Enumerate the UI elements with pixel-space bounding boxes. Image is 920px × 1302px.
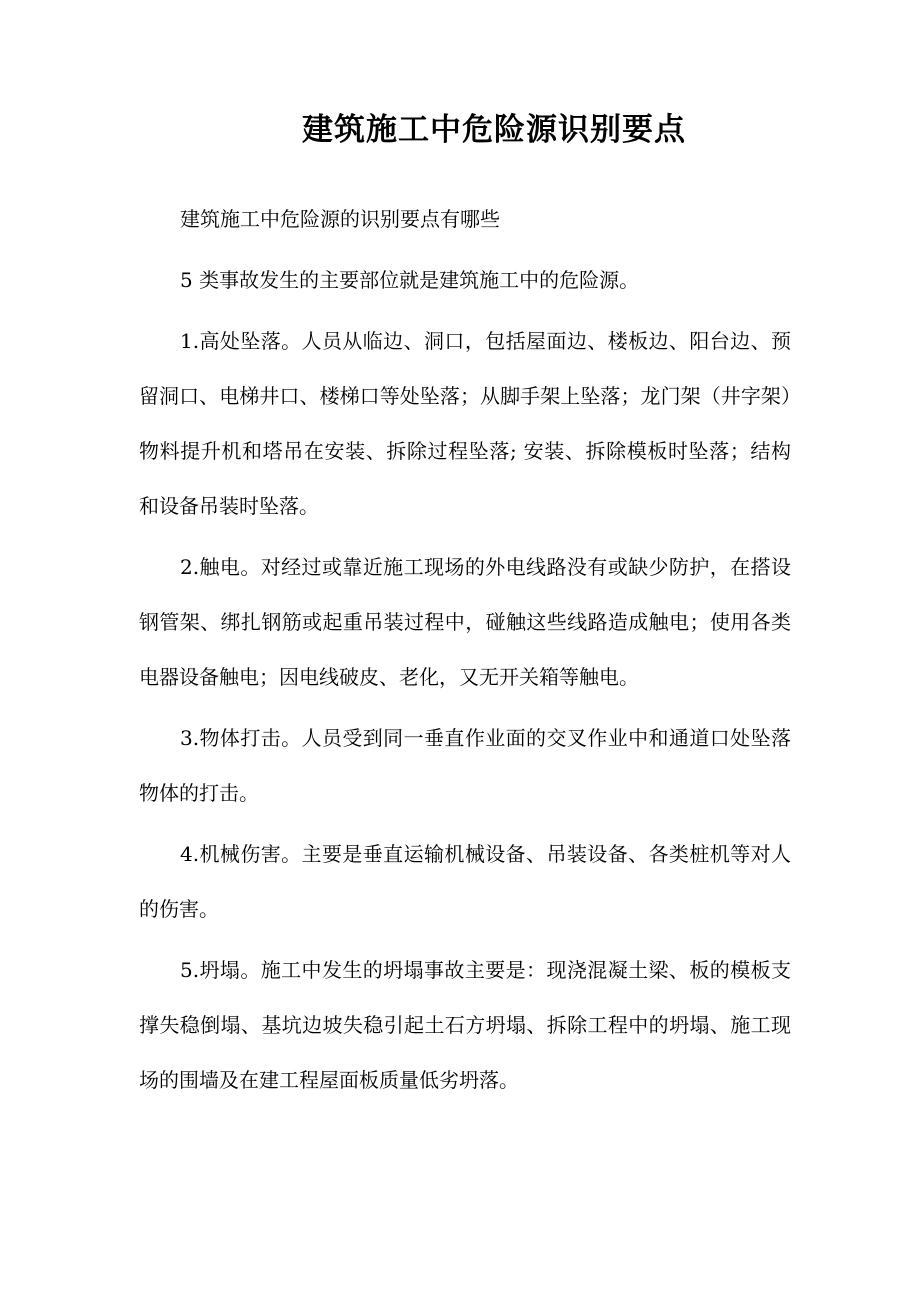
paragraph-object-strike: 3.物体打击。人员受到同一垂直作业面的交叉作业中和通道口处坠落物体的打击。: [139, 726, 791, 805]
paragraph-collapse: 5.坍塌。施工中发生的坍塌事故主要是：现浇混凝土梁、板的模板支撑失稳倒塌、基坑边坡失稳引起土石方坍塌、拆除工程中的坍塌、施工现场的围墙及在建工程屋面板质量低劣坍落。: [139, 958, 791, 1092]
paragraph-intro-question: 建筑施工中危险源的识别要点有哪些: [180, 207, 500, 231]
paragraph-electric-shock: 2.触电。对经过或靠近施工现场的外电线路没有或缺少防护，在搭设钢管架、绑扎钢筋或起重吊装过程中，碰触这些线路造成触电；使用各类电器设备触电；因电线破皮、老化，又无开关箱等触电。: [139, 555, 791, 689]
paragraph-falling-from-height: 1.高处坠落。人员从临边、洞口，包括屋面边、楼板边、阳台边、预留洞口、电梯井口、楼梯口等处坠落；从脚手架上坠落；龙门架（井字架）物料提升机和塔吊在安装、拆除过程坠落; 安装、拆除模板时坠落；结构和设备吊装时坠落。: [139, 329, 791, 518]
document-title: 建筑施工中危险源识别要点: [302, 112, 686, 148]
paragraph-mechanical-injury: 4.机械伤害。主要是垂直运输机械设备、吊装设备、各类桩机等对人的伤害。: [139, 842, 791, 921]
document-body: [139, 192, 791, 1114]
paragraph-summary: 5 类事故发生的主要部位就是建筑施工中的危险源。: [180, 268, 640, 292]
